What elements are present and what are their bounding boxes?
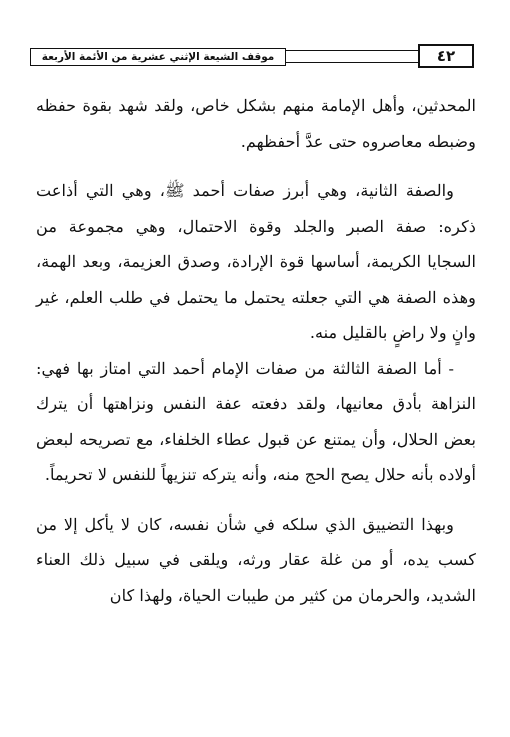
page-number: ٤٢ [418, 44, 474, 68]
page-header [16, 44, 496, 70]
body-text [36, 88, 476, 613]
paragraph-2: والصفة الثانية، وهي أبرز صفات أحمد ﷺ، وهي التي أذاعت ذكره: صفة الصبر والجلد وقوة الاحتمال، وهي مجموعة من السجايا الكريمة، أساسها قوة الإرادة، وصدق العزيمة، وبعد الهمة، وهذه الصفة هي التي جعلته يحتمل ما يحتمل في طلب العلم، غير وانٍ ولا راضٍ بالقليل منه. [36, 181, 476, 342]
paragraph-4: وبهذا التضييق الذي سلكه في شأن نفسه، كان لا يأكل إلا من كسب يده، أو من غلة عقار ورثه، ويلقى في سبيل ذلك العناء الشديد، والحرمان من كثير من طيبات الحياة، ولهذا كان [36, 514, 476, 605]
header-rule-bottom [286, 62, 418, 63]
running-title: موقف الشيعة الإثني عشرية من الأئمة الأربعة [30, 48, 286, 66]
header-rule-top [286, 50, 418, 51]
paragraph-1: المحدثين، وأهل الإمامة منهم بشكل خاص، ولقد شهد بقوة حفظه وضبطه معاصروه حتى عدَّ أحفظهم. [36, 96, 476, 151]
paragraph-3: - أما الصفة الثالثة من صفات الإمام أحمد التي امتاز بها فهي: النزاهة بأدق معانيها، ولقد دفعته عفة النفس ونزاهتها أن يترك بعض الحلال، وأن يمتنع عن قبول عطاء الخلفاء، مع تصريحه لبعض أولاده بأنه حلال يصح الحج منه، وأنه يتركه تنزيهاً للنفس لا تحريماً. [36, 358, 476, 484]
